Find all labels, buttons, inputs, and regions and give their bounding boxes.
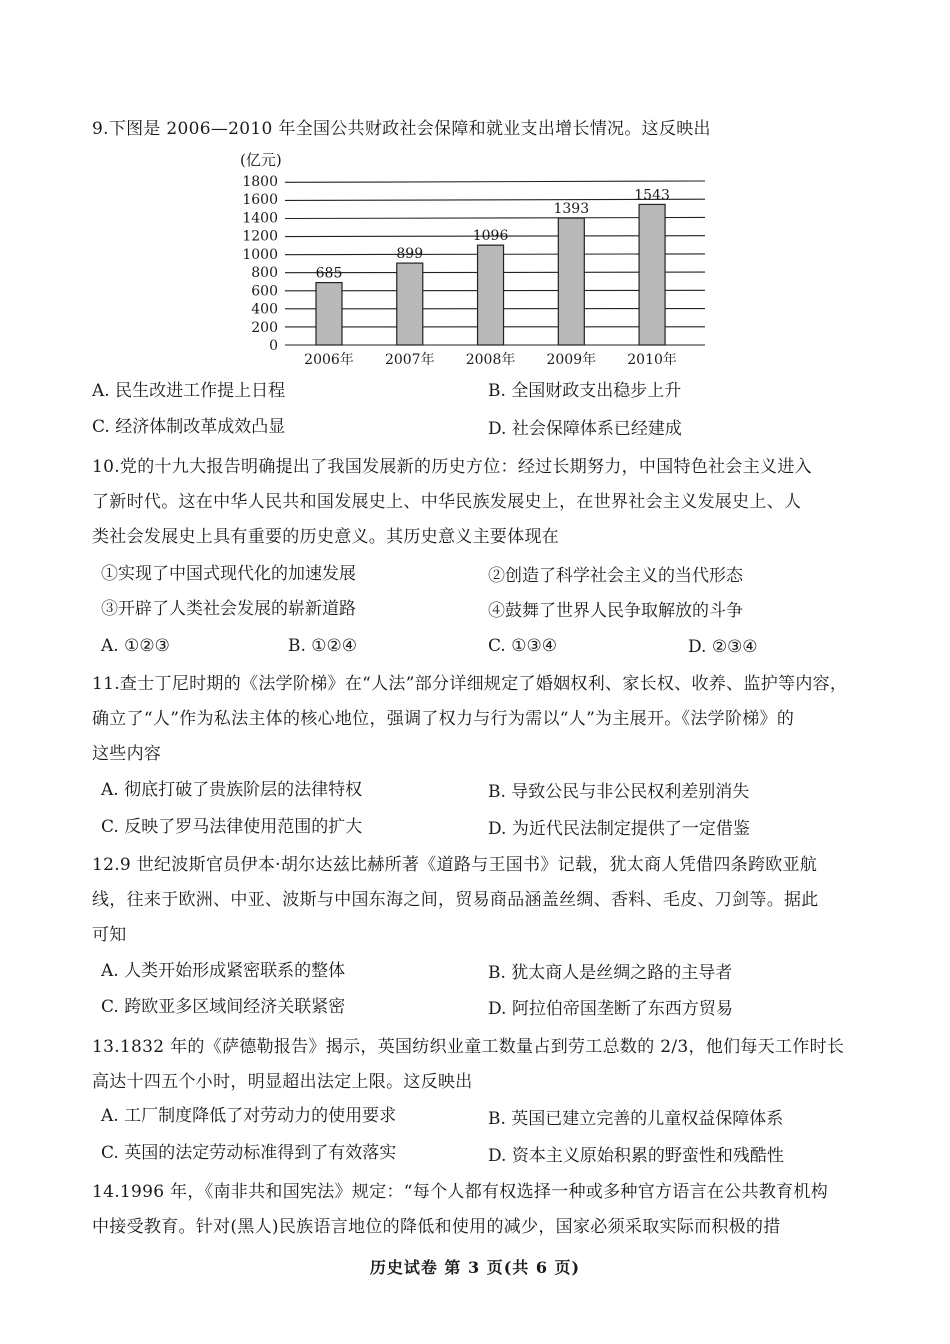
q11-option-b[interactable]: B. 导致公民与非公民权利差别消失	[488, 782, 750, 802]
y-tick-label: 200	[251, 319, 278, 336]
x-tick-label: 2007年	[384, 352, 435, 368]
bar-value-label: 1393	[553, 201, 590, 218]
question-13-line: 高达十四五个小时，明显超出法定上限。这反映出	[92, 1072, 473, 1092]
q10-option-c[interactable]: C. ①③④	[488, 636, 557, 656]
q10-option-a[interactable]: A. ①②③	[101, 636, 170, 656]
x-tick-label: 2010年	[627, 352, 677, 368]
question-14-stem	[92, 1175, 862, 1245]
question-11-line: 这些内容	[92, 744, 162, 764]
question-10-line: 类社会发展史上具有重要的历史意义。其历史意义主要体现在	[92, 527, 560, 547]
q13-option-a[interactable]: A. 工厂制度降低了对劳动力的使用要求	[101, 1106, 397, 1126]
q10-item-3: ③开辟了人类社会发展的崭新道路	[101, 599, 356, 619]
q13-option-d[interactable]: D. 资本主义原始积累的野蛮性和残酷性	[488, 1146, 784, 1166]
q12-option-a[interactable]: A. 人类开始形成紧密联系的整体	[101, 961, 346, 981]
q10-item-2: ②创造了科学社会主义的当代形态	[488, 566, 743, 586]
bar	[639, 204, 665, 345]
y-tick-label: 0	[269, 338, 278, 354]
question-13-stem	[92, 1030, 862, 1100]
bar	[316, 283, 342, 345]
question-10-stem	[92, 450, 862, 555]
y-tick-label: 800	[251, 265, 278, 282]
y-tick-label: 1800	[242, 174, 278, 190]
question-11-line: 确立了“人”作为私法主体的核心地位，强调了权力与行为需以“人”为主展开。《法学阶梯》的	[92, 709, 795, 729]
question-9-text: 9.下图是 2006—2010 年全国公共财政社会保障和就业支出增长情况。这反映出	[92, 119, 711, 139]
q11-option-d[interactable]: D. 为近代民法制定提供了一定借鉴	[488, 819, 750, 839]
q13-option-c[interactable]: C. 英国的法定劳动标准得到了有效落实	[101, 1143, 397, 1163]
x-tick-label: 2009年	[546, 352, 597, 368]
question-14-line: 14.1996 年，《南非共和国宪法》规定：“每个人都有权选择一种或多种官方语言在公共教育机构	[92, 1182, 828, 1202]
page-footer: 历史试卷 第 3 页(共 6 页)	[369, 1258, 581, 1277]
q12-option-c[interactable]: C. 跨欧亚多区域间经济关联紧密	[101, 997, 346, 1017]
bar-value-label: 1543	[634, 187, 670, 204]
bar-value-label: 1096	[472, 228, 509, 245]
bar	[478, 245, 504, 345]
bar	[397, 263, 423, 345]
y-tick-label: 1400	[242, 210, 278, 227]
q13-option-b[interactable]: B. 英国已建立完善的儿童权益保障体系	[488, 1109, 784, 1129]
question-14-line: 中接受教育。针对(黑人)民族语言地位的降低和使用的减少，国家必须采取实际而积极的措	[92, 1217, 781, 1237]
q10-item-4: ④鼓舞了世界人民争取解放的斗争	[488, 601, 743, 621]
question-12-line: 线，往来于欧洲、中亚、波斯与中国东海之间，贸易商品涵盖丝绸、香料、毛皮、刀剑等。据此	[92, 890, 819, 910]
question-10-line: 10.党的十九大报告明确提出了我国发展新的历史方位：经过长期努力，中国特色社会主义进入	[92, 457, 812, 477]
question-11-stem	[92, 667, 862, 772]
question-12-line: 可知	[92, 925, 127, 945]
question-12-line: 12.9 世纪波斯官员伊本·胡尔达兹比赫所著《道路与王国书》记载，犹太商人凭借四条跨欧亚航	[92, 855, 818, 875]
expenditure-bar-chart	[230, 148, 720, 373]
question-10-line: 了新时代。这在中华人民共和国发展史上、中华民族发展史上，在世界社会主义发展史上、人	[92, 492, 802, 512]
bar-value-label: 899	[396, 246, 424, 263]
q12-option-d[interactable]: D. 阿拉伯帝国垄断了东西方贸易	[488, 999, 733, 1019]
gridline	[285, 181, 705, 182]
question-9-stem	[92, 112, 862, 147]
y-tick-label: 600	[251, 283, 278, 300]
bar-value-label: 685	[315, 265, 343, 282]
q9-option-c[interactable]: C. 经济体制改革成效凸显	[92, 417, 286, 437]
question-12-stem	[92, 848, 862, 953]
question-11-line: 11.查士丁尼时期的《法学阶梯》在“人法”部分详细规定了婚姻权利、家长权、收养、监护等内容，	[92, 674, 848, 694]
q10-option-d[interactable]: D. ②③④	[688, 637, 758, 657]
q11-option-a[interactable]: A. 彻底打破了贵族阶层的法律特权	[101, 780, 363, 800]
q10-option-b[interactable]: B. ①②④	[288, 636, 358, 656]
q9-option-b[interactable]: B. 全国财政支出稳步上升	[488, 381, 682, 401]
q11-option-c[interactable]: C. 反映了罗马法律使用范围的扩大	[101, 817, 363, 837]
q12-option-b[interactable]: B. 犹太商人是丝绸之路的主导者	[488, 963, 733, 983]
q9-option-d[interactable]: D. 社会保障体系已经建成	[488, 419, 682, 439]
y-tick-label: 1600	[242, 192, 278, 209]
bar	[558, 218, 584, 345]
y-tick-label: 400	[251, 301, 278, 318]
y-tick-label: 1200	[242, 228, 278, 245]
question-13-line: 13.1832 年的《萨德勒报告》揭示，英国纺织业童工数量占到劳工总数的 2/3，他们每天工作时长	[92, 1037, 845, 1057]
q9-option-a[interactable]: A. 民生改进工作提上日程	[92, 381, 286, 401]
chart-ylabel: (亿元)	[240, 151, 282, 169]
x-tick-label: 2008年	[465, 352, 516, 368]
y-tick-label: 1000	[242, 246, 278, 263]
x-tick-label: 2006年	[304, 352, 354, 368]
q10-item-1: ①实现了中国式现代化的加速发展	[101, 564, 356, 584]
